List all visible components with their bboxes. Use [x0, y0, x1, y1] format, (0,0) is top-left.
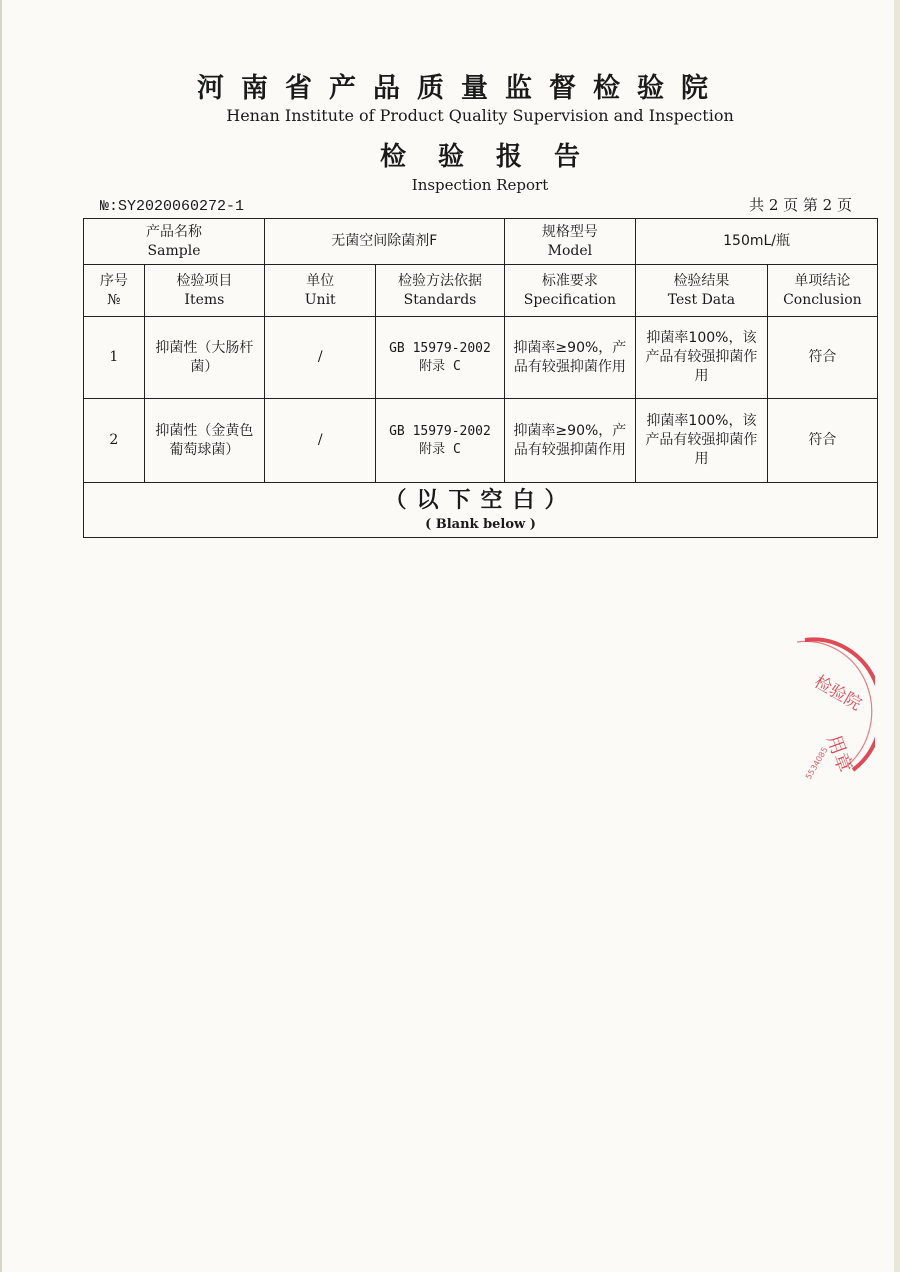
sample-label-cn: 产品名称	[146, 223, 203, 240]
report-number: №:SY2020060272-1	[100, 198, 245, 215]
seal-text-2: 用章	[822, 732, 856, 776]
header-row	[84, 265, 878, 317]
seal-number: 5534085	[803, 745, 830, 781]
row-standard: GB 15979-2002 附录 C	[376, 399, 504, 483]
row-conclusion: 符合	[767, 399, 877, 483]
col-header-test-data: 检验结果 Test Data	[636, 265, 768, 317]
table-row	[84, 399, 878, 483]
row-test-data: 抑菌率100%，该产品有较强抑菌作用	[636, 317, 768, 399]
sample-label-cell	[84, 219, 265, 265]
blank-below-cn: （以下空白）	[384, 488, 577, 514]
col-header-specification: 标准要求 Specification	[504, 265, 636, 317]
col-header-unit: 单位 Unit	[265, 265, 376, 317]
row-no: 1	[84, 317, 145, 399]
page-count: 共 2 页 第 2 页	[749, 196, 852, 214]
table-row	[84, 317, 878, 399]
col-header-conclusion: 单项结论 Conclusion	[767, 265, 877, 317]
blank-row	[84, 483, 878, 538]
row-item: 抑菌性（大肠杆菌）	[144, 317, 264, 399]
institute-name-cn: 河南省产品质量监督检验院	[197, 73, 725, 104]
blank-below-en: ( Blank below )	[425, 517, 536, 533]
row-unit: /	[265, 317, 376, 399]
inspection-table	[83, 218, 878, 538]
model-label-cn: 规格型号	[541, 223, 598, 240]
row-test-data: 抑菌率100%，该产品有较强抑菌作用	[636, 399, 768, 483]
report-title-cn: 检验报告	[379, 142, 612, 172]
report-title-en: Inspection Report	[411, 176, 549, 194]
col-header-standards: 检验方法依据 Standards	[376, 265, 504, 317]
model-label-en: Model	[547, 242, 593, 259]
col-header-items: 检验项目 Items	[144, 265, 264, 317]
model-value: 150mL/瓶	[636, 219, 878, 265]
row-item: 抑菌性（金黄色葡萄球菌）	[144, 399, 264, 483]
model-label-cell	[504, 219, 636, 265]
official-seal	[735, 630, 875, 790]
sample-label-en: Sample	[147, 242, 201, 259]
sample-value: 无菌空间除菌剂F	[265, 219, 505, 265]
sample-row	[84, 219, 878, 265]
row-unit: /	[265, 399, 376, 483]
row-standard: GB 15979-2002 附录 C	[376, 317, 504, 399]
institute-name-en: Henan Institute of Product Quality Supervision and Inspection	[226, 106, 734, 125]
col-header-no: 序号 №	[84, 265, 145, 317]
row-no: 2	[84, 399, 145, 483]
row-conclusion: 符合	[767, 317, 877, 399]
row-specification: 抑菌率≥90%，产品有较强抑菌作用	[504, 317, 636, 399]
seal-text-1: 检验院	[810, 672, 865, 715]
row-specification: 抑菌率≥90%，产品有较强抑菌作用	[504, 399, 636, 483]
blank-below-cell	[84, 483, 878, 538]
